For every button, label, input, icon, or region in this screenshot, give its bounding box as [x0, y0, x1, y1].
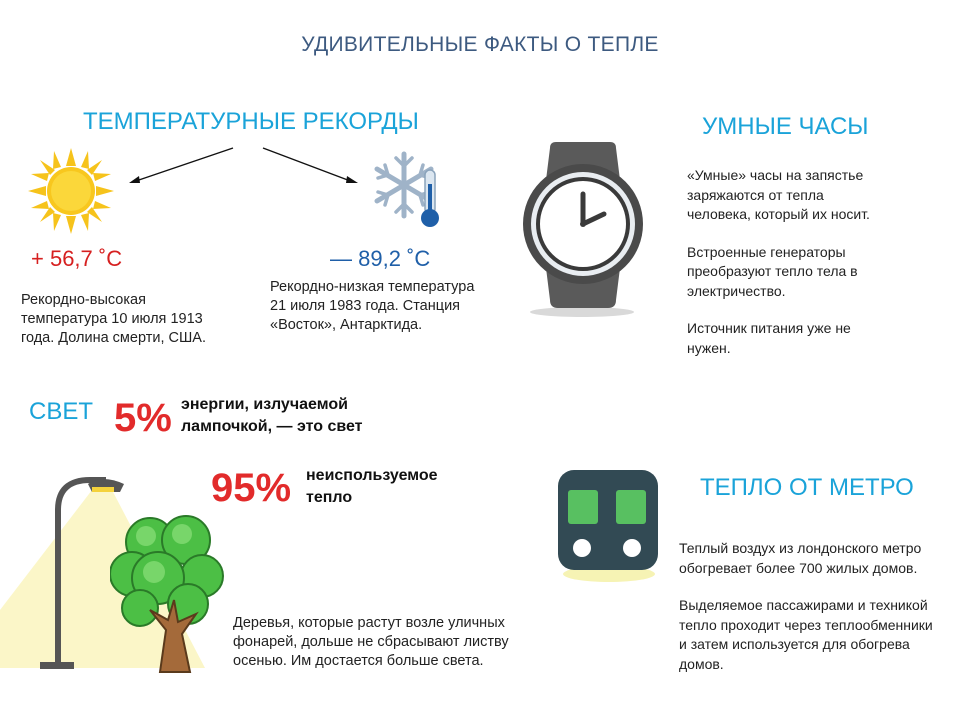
metro-text: [679, 539, 935, 692]
metro-heading: ТЕПЛО ОТ МЕТРО: [700, 474, 914, 501]
heat-percent-text: неиспользуемое тепло: [306, 467, 438, 506]
page-title: УДИВИТЕЛЬНЫЕ ФАКТЫ О ТЕПЛЕ: [301, 33, 659, 56]
metro-train-icon: [554, 468, 664, 584]
watch-paragraph-2: Встроенные генераторы преобразуют тепло тела в электричество.: [687, 243, 858, 299]
watch-heading: УМНЫЕ ЧАСЫ: [702, 113, 869, 140]
cold-record-value: — 89,2 ˚С: [330, 246, 431, 271]
trees-text: Деревья, которые растут возле уличных фонарей, дольше не сбрасывают листву осенью. Им достается больше света.: [233, 615, 509, 669]
light-heading: СВЕТ: [29, 398, 94, 425]
watch-icon: [520, 140, 650, 320]
watch-text: [687, 166, 887, 376]
records-arrows: [125, 140, 370, 190]
watch-paragraph-3: Источник питания уже не нужен.: [687, 320, 851, 356]
snowflake-thermometer-icon: [372, 150, 444, 230]
sun-icon: [28, 148, 114, 234]
metro-paragraph-2: Выделяемое пассажирами и техникой тепло проходит через теплообменники и затем используется для обогрева домов.: [679, 597, 933, 672]
cold-record-text: Рекордно-низкая температура 21 июля 1983 года. Станция «Восток», Антарктида.: [270, 279, 475, 333]
watch-paragraph-1: «Умные» часы на запястье заряжаются от тепла человека, который их носит.: [687, 167, 870, 222]
tree-icon: [110, 512, 225, 680]
light-percent-text: энергии, излучаемой лампочкой, — это свет: [181, 396, 363, 435]
hot-record-text: Рекордно-высокая температура 10 июля 1913 года. Долина смерти, США.: [21, 292, 206, 346]
light-percent: 5%: [114, 396, 172, 440]
metro-paragraph-1: Теплый воздух из лондонского метро обогревает более 700 жилых домов.: [679, 540, 922, 576]
records-heading: ТЕМПЕРАТУРНЫЕ РЕКОРДЫ: [83, 108, 419, 135]
hot-record-value: + 56,7 ˚С: [31, 246, 123, 271]
heat-percent: 95%: [211, 466, 292, 510]
